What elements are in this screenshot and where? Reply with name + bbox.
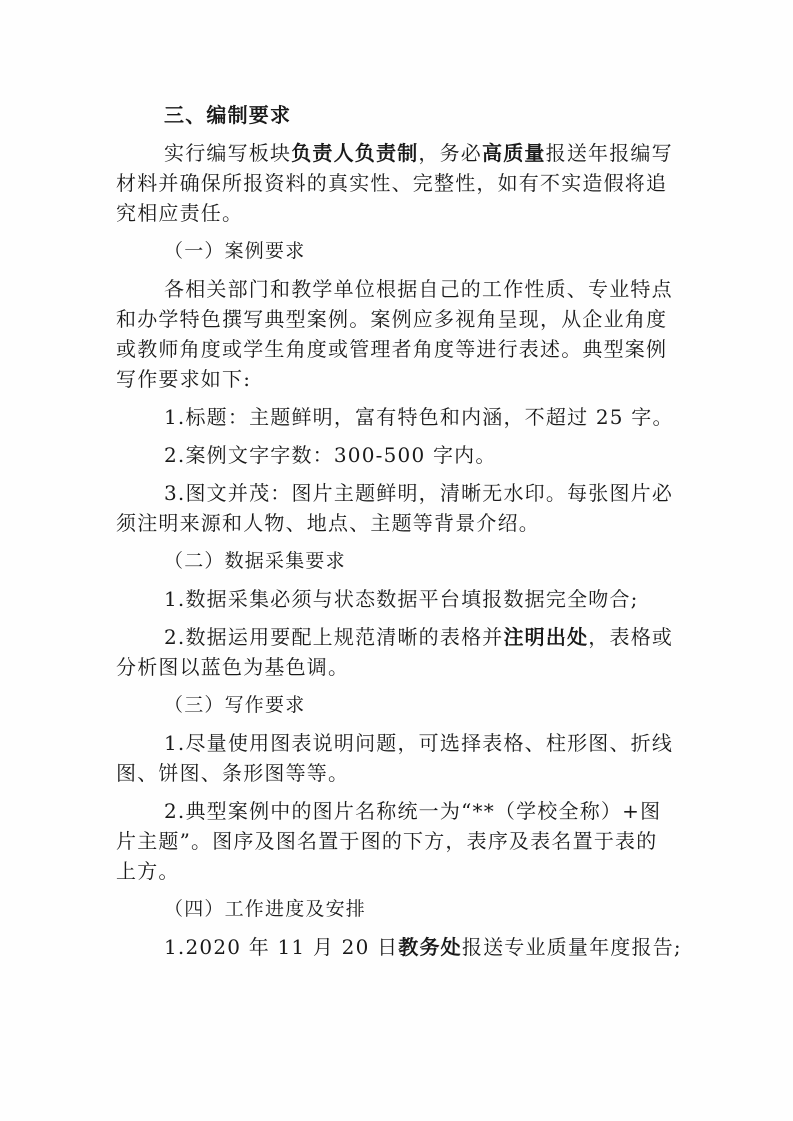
text-run: 报送年报编写 [545,141,673,165]
case-item-1: 1.标题：主题鲜明，富有特色和内涵，不超过 25 字。 [164,405,674,429]
writing-item-1-line-1: 1.尽量使用图表说明问题，可选择表格、柱形图、折线 [164,731,674,755]
case-heading: （一）案例要求 [164,240,306,262]
text-run: 实行编写板块 [164,141,292,165]
case-line-4: 写作要求如下: [116,367,252,391]
data-item-2 [116,622,672,682]
schedule-item-1 [116,932,682,962]
writing-item-2-line-2: 片主题”。图序及图名置于图的下方，表序及表名置于表的 [116,829,658,853]
bold-run: 负责人负责制 [291,141,419,165]
writing-item-1 [116,728,672,788]
document-body [116,100,682,962]
data-item-1: 1.数据采集必须与状态数据平台填报数据完全吻合; [164,587,639,611]
schedule-heading: （四）工作进度及安排 [164,898,367,920]
writing-heading: （三）写作要求 [164,694,306,716]
intro-line-3: 究相应责任。 [116,201,244,225]
writing-item-2 [116,796,672,886]
case-line-1: 各相关部门和教学单位根据自己的工作性质、专业特点 [164,277,673,301]
text-run: 1.2020 年 11 月 20 日 [164,935,399,959]
data-heading: （二）数据采集要求 [164,550,346,572]
text-run: 2.数据运用要配上规范清晰的表格并 [164,625,504,649]
case-item-3 [116,478,672,538]
text-run: 报送专业质量年度报告; [461,935,682,959]
data-item-2-line-1 [116,622,672,652]
bold-run: 高质量 [482,141,546,165]
bold-run: 注明出处 [503,625,589,649]
intro-line-2: 材料并确保所报资料的真实性、完整性，如有不实造假将追 [116,171,668,195]
section-heading: 三、编制要求 [164,103,292,127]
text-run: ，表格或 [588,625,674,649]
writing-item-1-line-2: 图、饼图、条形图等等。 [116,761,350,785]
case-item-3-line-2: 须注明来源和人物、地点、主题等背景介绍。 [116,511,540,535]
case-paragraph [116,274,672,394]
writing-item-2-line-1: 2.典型案例中的图片名称统一为“**（学校全称）+图 [164,799,662,823]
text-run: ，务必 [418,141,483,165]
case-item-3-line-1: 3.图文并茂：图片主题鲜明，清晰无水印。每张图片必 [164,481,674,505]
case-line-2: 和办学特色撰写典型案例。案例应多视角呈现，从企业角度 [116,307,668,331]
intro-line-1 [116,138,672,168]
bold-run: 教务处 [398,935,462,959]
case-item-2: 2.案例文字字数：300-500 字内。 [164,443,497,467]
intro-paragraph [116,138,672,228]
writing-item-2-line-3: 上方。 [116,859,180,883]
case-line-3: 或教师角度或学生角度或管理者角度等进行表述。典型案例 [116,337,668,361]
data-item-2-line-2: 分析图以蓝色为基色调。 [116,655,350,679]
